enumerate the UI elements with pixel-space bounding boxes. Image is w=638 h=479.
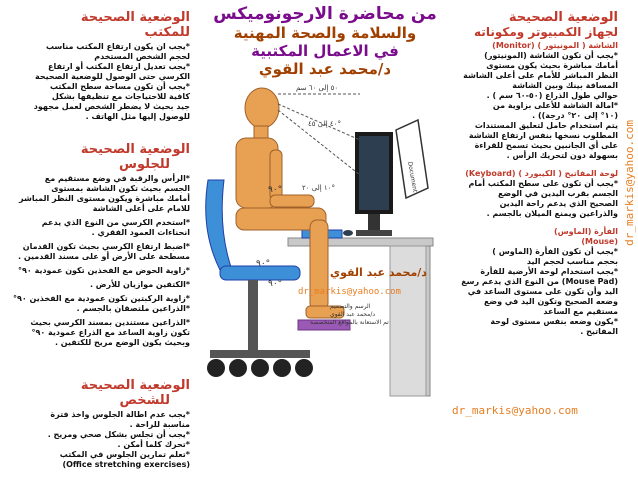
person-title: الوضعية الصحيحة [80, 378, 190, 393]
gaze-label: ١٠ إلى ٢٠° [302, 184, 335, 192]
list-item: جيد بحيث لا يضطر الشخص لعمل مجهود [33, 102, 190, 111]
list-item: *الذراعين ملتصقان بالجسم . [76, 304, 190, 313]
list-item: مناسبة للراحة . [129, 420, 190, 429]
author-label: د/محمد عبد القوي [330, 266, 427, 279]
office-title: الوضعية الصحيحة [80, 10, 190, 25]
list-item: حوالي طول الذراع (٥٠-٦٠ سم ) . [486, 91, 618, 100]
mouse-heading: الفأرة (الماوس) [553, 227, 618, 236]
list-item: (Mouse Pad) من النوع الذي يدعم رسغ [461, 277, 618, 286]
ergonomic-illustration [190, 80, 452, 410]
sitting-title: الوضعية الصحيحة [80, 142, 190, 157]
list-item: *الكتفين موازيان للأرض . [89, 280, 190, 289]
list-item: *الذراعين مستندين بمسند الكرسي بحيث [30, 318, 190, 327]
list-item: مسطحة على الأرض أو على مسند القدمين . [18, 252, 190, 261]
credits-line2: د/محمد عبد القوي [330, 311, 376, 318]
header-line3: في الاعمال المكتبية [251, 42, 399, 60]
list-item: وبحيث يكون الوضع مريح للكتفين . [54, 338, 190, 347]
list-item: (١٠° إلى ٢٠° درجة)) . [532, 111, 618, 120]
foot-angle-label: ٩٠° [268, 279, 283, 289]
list-item: النظر المباشر للأمام على أعلى الشاشة [463, 71, 618, 80]
computer-subtitle: لجهاز الكمبيوتر ومكوناته [474, 25, 618, 39]
header-line2: والسلامة والصحة المهنية [233, 24, 417, 42]
keyboard-list [452, 169, 618, 219]
office-section [2, 10, 190, 122]
caster-icon [229, 359, 247, 377]
person-section [2, 378, 190, 470]
caster-icon [273, 359, 291, 377]
list-item: *يجب تعديل ارتفاع المكتب أو ارتفاع [48, 62, 190, 71]
list-item: لحجم الشخص المستخدم [94, 52, 190, 61]
list-item: الجسم بحيث تكون الشاشة بمستوى [51, 184, 190, 193]
caster-icon [251, 359, 269, 377]
list-item: *يجب استخدام لوحة الأرضية للفأرة [480, 267, 618, 276]
list-item: كافية للاحتياجات مع تنظيفها بشكل [51, 92, 190, 101]
list-item: أمامك مباشرة بحيث يكون مستوى [486, 61, 618, 70]
mouse-icon [343, 230, 353, 236]
list-item: الجسم بقرب اليدين في الوضع [498, 189, 618, 198]
mouse-heading-en: (Mouse) [581, 237, 618, 246]
list-item: *تعلم تمارين الجلوس في المكتب [59, 450, 190, 459]
list-item: اليد وأن تكون على مستوى الساعد في [467, 287, 618, 296]
list-item: *يجب أن تجلس بشكل صحي ومريح . [47, 430, 190, 439]
list-item: يتم استخدام حامل لتعليق المستندات [474, 121, 618, 130]
keyboard-heading: لوحة المفاتيح ( الكيبورد ) (Keyboard) [465, 169, 618, 178]
list-item: أمامك مباشرة ويكون مستوى النظر المباشر [19, 194, 190, 203]
list-item: الكرسي حتى الوصول للوضعية الصحيحة [35, 72, 190, 81]
list-item: *اضبط ارتفاع الكرسي بحيث تكون القدمان [22, 242, 190, 251]
list-item: *امالة الشاشة للأعلى بزاوية من [492, 101, 618, 110]
list-item: المفاتيح . [580, 327, 618, 336]
list-item: *الرأس والرقبة في وضع مستقيم مع [44, 174, 190, 183]
list-item: المطلوب نسخها بنفس ارتفاع الشاشة [468, 131, 618, 140]
list-item: انحناءات العمود الفقري . [91, 228, 190, 237]
monitor-list [452, 41, 618, 161]
sitting-subtitle: للجلوس [119, 157, 170, 172]
person-list [2, 410, 190, 470]
list-item: (Office stretching exercises) [62, 460, 190, 469]
tilt-label: ٤٠ إلى ٤٥° [308, 120, 341, 128]
list-item: بحجم مناسب لحجم اليد [526, 257, 618, 266]
list-item: مستقيم مع الساعد [543, 307, 618, 316]
list-item: على أي الجانبين بحيث تسمح للقراءة [474, 141, 618, 150]
bottom-email: dr_markis@yahoo.com [452, 404, 578, 417]
list-item: *يجب ان يكون ارتفاع المكتب مناسب [45, 42, 190, 51]
list-item: *يجب أن تكون الفأرة (الماوس ) [492, 247, 618, 256]
list-item: للامام على أعلى الشاشة [92, 204, 190, 213]
credits-line3: تم الاستعانة بالمواقع المتخصصة [310, 319, 389, 326]
monitor-icon [355, 132, 393, 236]
header-line4: د/محمد عبد القوي [258, 60, 392, 78]
monitor-heading: الشاشة ( المونيتور ) (Monitor) [492, 41, 618, 50]
sitting-list [2, 174, 190, 348]
list-item: *يجب أن تكون الشاشة (المونيتور) [484, 51, 618, 60]
person-subtitle: للشخص [119, 393, 170, 408]
list-item: المسافة بينك وبين الشاشة [512, 81, 618, 90]
document-holder-icon [396, 120, 428, 198]
list-item: بسهولة دون لتحريك الرأس . [506, 151, 618, 160]
sitting-section [2, 142, 190, 348]
office-list [2, 42, 190, 122]
list-item: الصحيح الذي يدعم راحة اليدين [499, 199, 618, 208]
list-item: *يجب أن تكون على سطح المكتب أمام [468, 179, 618, 188]
office-subtitle: للمكتب [144, 25, 190, 40]
list-item: تكون زاوية الساعد مع الذراع عمودية ٩٠° [31, 328, 190, 337]
mouse-list [452, 227, 618, 337]
list-item: *زاوية الركبتين تكون عمودية مع الفخذين ٩٠° [12, 294, 190, 303]
list-item: *يجب أن تكون مساحة سطح المكتب [49, 82, 190, 91]
list-item: *تحرك كلما أمكن . [117, 440, 190, 449]
knee-angle-label: ٩٠° [256, 259, 271, 269]
computer-section [452, 10, 618, 337]
list-item: وضعه الصحيح وتكون اليد في وضع [483, 297, 618, 306]
header-line1: من محاضرة الارجونوميكس [213, 4, 437, 24]
center-email: dr_markis@yahoo.com [298, 287, 401, 297]
caster-icon [207, 359, 225, 377]
credits-line1: الرسم والتصميم [330, 303, 371, 310]
document-label: Document [406, 161, 419, 193]
list-item: *يجب عدم اطالة الجلوس واخذ فترة [50, 410, 190, 419]
list-item: للوصول إليها مثل الهاتف . [85, 112, 190, 121]
distance-label: ٥٠ إلى ٦٠ سم [296, 84, 339, 92]
vertical-email: dr_markis@yahoo.com [623, 120, 636, 246]
list-item: *استخدم الكرسي من النوع الذي يدعم [41, 218, 190, 227]
list-item: *يكون وضعه بنفس مستوى لوحة [490, 317, 618, 326]
computer-title: الوضعية الصحيحة [508, 10, 618, 25]
caster-icon [295, 359, 313, 377]
list-item: *زاوية الحوض مع الفخذين تكون عمودية ٩٠° [18, 266, 190, 275]
list-item: والذراعين ويمنع الميلان بالجسم . [486, 209, 618, 218]
hip-angle-label: ٩٠° [268, 185, 283, 195]
